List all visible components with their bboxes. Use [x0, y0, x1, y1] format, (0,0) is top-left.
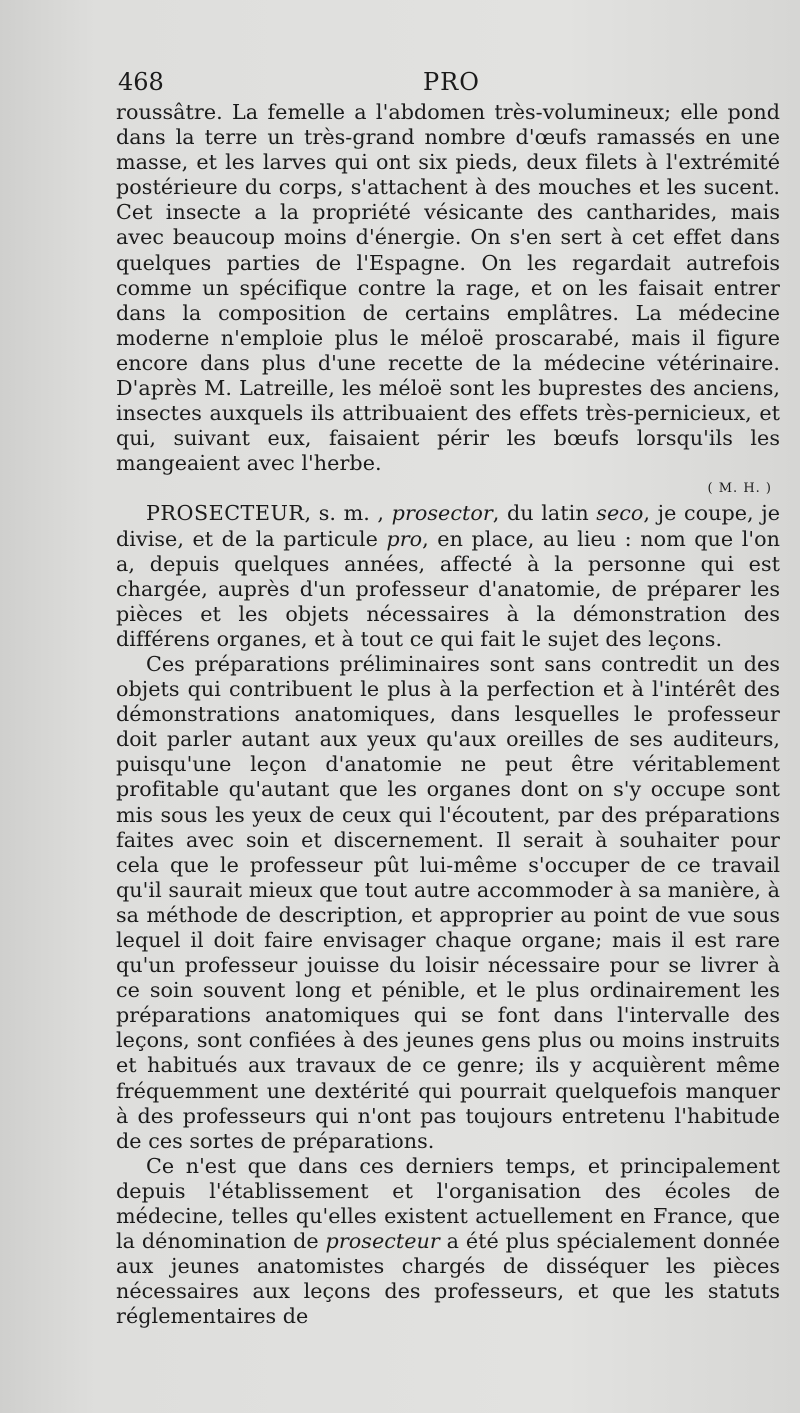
- running-head: PRO: [423, 68, 480, 96]
- etymology-part-1: , du latin: [492, 501, 597, 526]
- italic-term-prosecteur: prosecteur: [325, 1229, 440, 1254]
- author-signature: ( M. H. ): [707, 481, 772, 497]
- page-header: [118, 66, 778, 98]
- etymology-part-2: , je coupe, je divise, et de la particule: [116, 501, 781, 551]
- page-body: [116, 100, 780, 1330]
- continued-entry-text: roussâtre. La femelle a l'abdomen très-volumineux; elle pond dans la terre un très-grand nombre d'œufs ramassés en une masse, et les larves qui ont six pieds, deux filets à l'extrémité postérieure du corps, s'attachent à des mouches et les sucent. Cet insecte a la propriété vésicante des cantharides, mais avec beaucoup moins d'énergie. On s'en sert à cet effet dans quelques parties de l'Espagne. On les regardait autrefois comme un spécifique contre la rage, et on les faisait entrer dans la composition de certains emplâtres. La médecine moderne n'emploie plus le méloë proscarabé, mais il figure encore dans plus d'une recette de la médecine vétérinaire. D'après M. Latreille, les méloë sont les buprestes des anciens, insectes auxquels ils attribuaient des effets très-pernicieux, et qui, suivant eux, faisaient périr les bœufs lorsqu'ils les mangeaient avec l'herbe.: [116, 100, 780, 476]
- latin-term-seco: seco: [596, 501, 644, 526]
- paragraph-recent-times-part-1: Ce n'est que dans ces derniers temps, et principalement depuis l'établissement et l'organisation des écoles de médecine, telles qu'elles existent actuellement en France, que la dénomination de: [116, 1153, 780, 1254]
- page-number: 468: [118, 68, 164, 96]
- latin-term-pro: pro: [386, 526, 423, 551]
- paragraph-recent-times: [116, 1154, 780, 1330]
- paragraph-recent-times-part-2: a été plus spécialement donnée aux jeunes anatomistes chargés de disséquer les pièces nécessaires aux leçons des professeurs, et que les statuts réglementaires de: [116, 1229, 780, 1329]
- headword: PROSECTEUR: [146, 501, 305, 526]
- dictionary-entry-prosecteur: [116, 501, 780, 652]
- paragraph-preparations: Ces préparations préliminaires sont sans contredit un des objets qui contribuent le plus à la perfection et à l'intérêt des démonstrations anatomiques, dans lesquelles le professeur doit parler autant aux yeux qu'aux oreilles de ses auditeurs, puisqu'une leçon d'anatomie ne peut être véritablement profitable qu'autant que les organes dont on s'y occupe sont mis sous les yeux de ceux qui l'écoutent, par des préparations faites avec soin et discernement. Il serait à souhaiter pour cela que le professeur pût lui-même s'occuper de ce travail qu'il saurait mieux que tout autre accommoder à sa manière, à sa méthode de description, et approprier au point de vue sous lequel il doit faire envisager chaque organe; mais il est rare qu'un professeur jouisse du loisir nécessaire pour se livrer à ce soin souvent long et pénible, et le plus ordinairement les préparations anatomiques qui se font dans l'intervalle des leçons, sont confiées à des jeunes gens plus ou moins instruits et habitués aux travaux de ce genre; ils y acquièrent même fréquemment une dextérité qui pourrait quelquefois manquer à des professeurs qui n'ont pas toujours entretenu l'habitude de ces sortes de préparations.: [116, 651, 780, 1153]
- definition-text: , en place, au lieu : nom que l'on a, depuis quelques années, affecté à la personne qui est chargée, auprès d'un professeur d'anatomie, de préparer les pièces et les objets nécessaires à la démonstration des différens organes, et à tout ce qui fait le sujet des leçons.: [116, 526, 781, 651]
- grammar-info: , s. m. ,: [304, 501, 392, 526]
- latin-term-prosector: prosector: [391, 501, 493, 526]
